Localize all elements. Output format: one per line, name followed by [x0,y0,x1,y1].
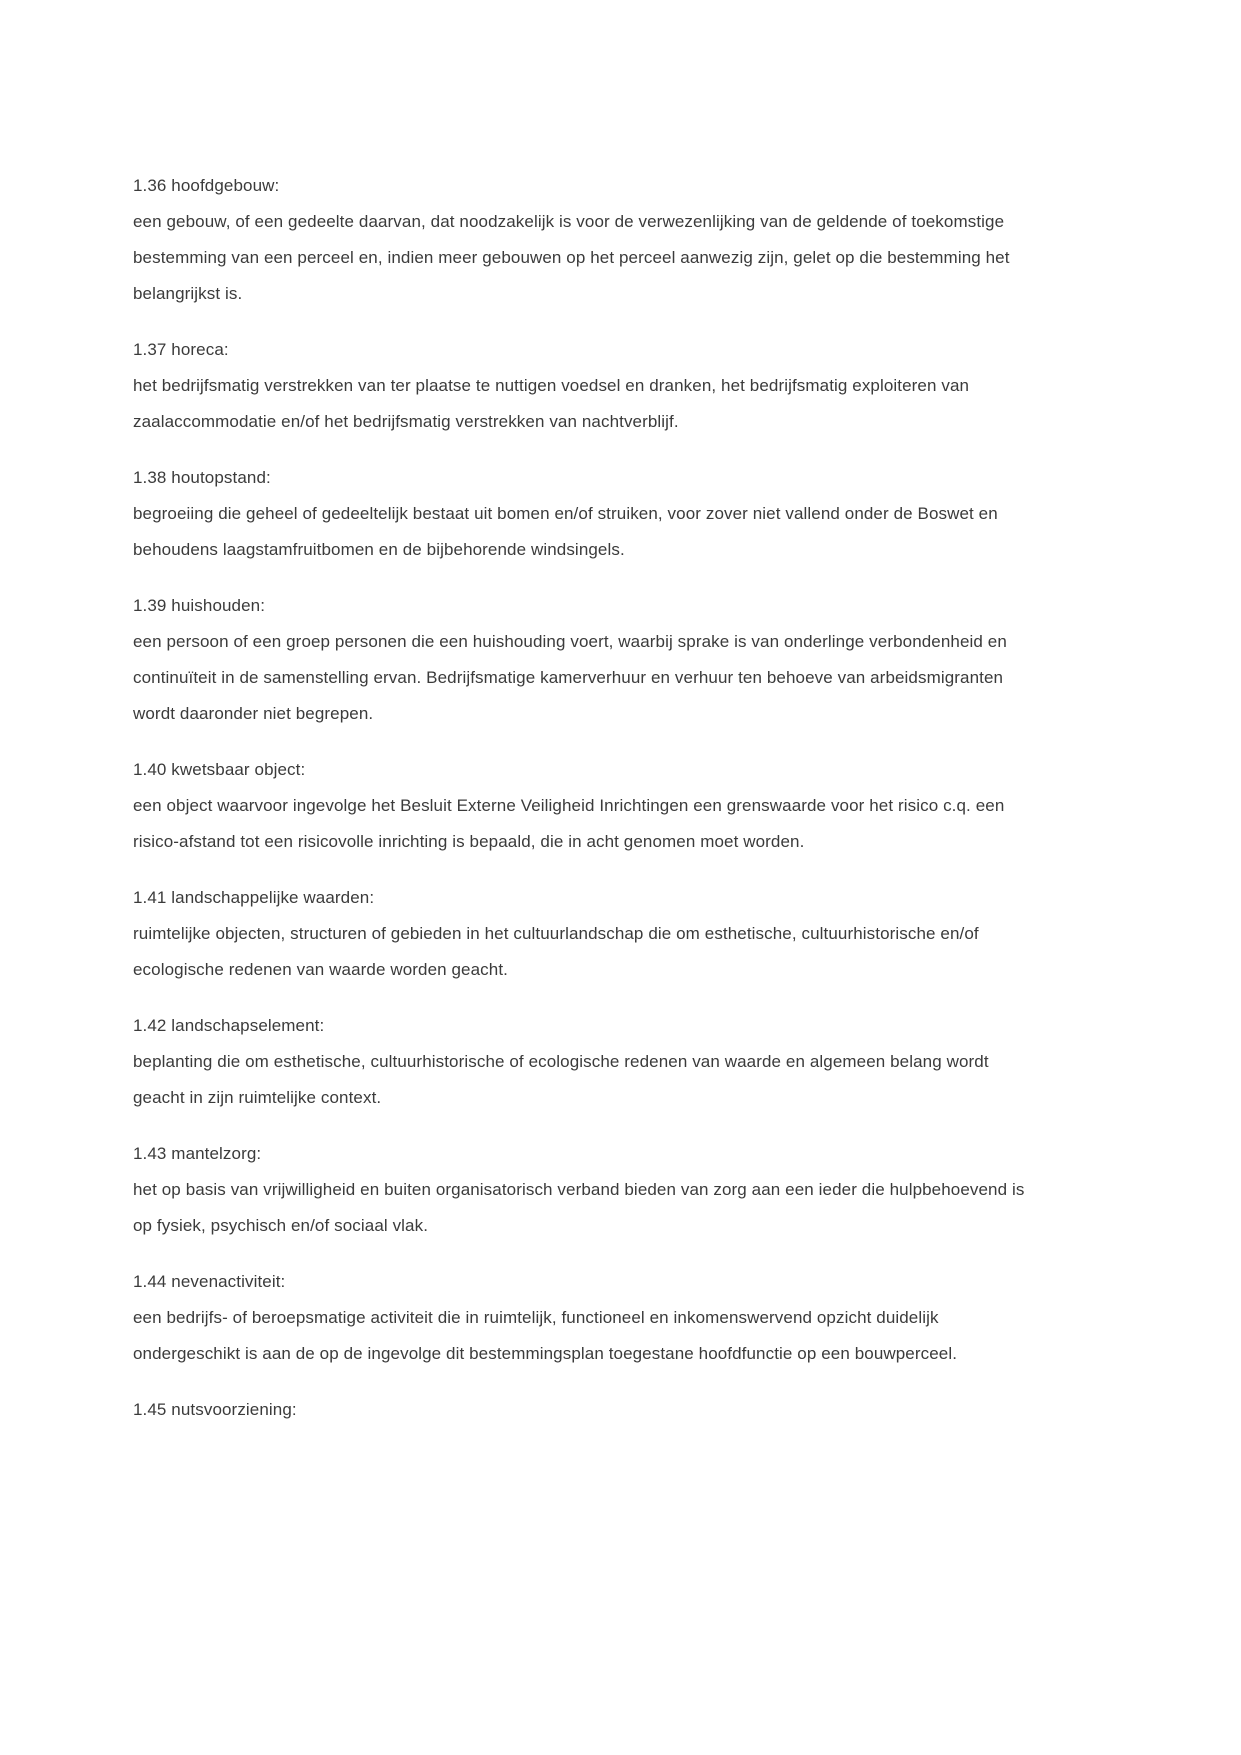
definition-term: 1.37 horeca: [133,340,229,359]
definition-body: het bedrijfsmatig verstrekken van ter plaatse te nuttigen voedsel en dranken, het bedrijfsmatig exploiteren van zaalaccommodatie en/of het bedrijfsmatig verstrekken van nachtverblijf. [133,376,970,431]
definition-term: 1.42 landschapselement: [133,1016,325,1035]
definition-body: een object waarvoor ingevolge het Besluit Externe Veiligheid Inrichtingen een grenswaarde voor het risico c.q. een risico-afstand tot een risicovolle inrichting is bepaald, die in acht genomen moet worden. [133,796,1005,851]
definition-term: 1.45 nutsvoorziening: [133,1400,297,1419]
definition-item [133,588,1045,732]
definition-term: 1.39 huishouden: [133,596,266,615]
definition-item [133,1264,1045,1372]
definition-term: 1.41 landschappelijke waarden: [133,888,375,907]
definition-body: begroeiing die geheel of gedeeltelijk bestaat uit bomen en/of struiken, voor zover niet vallend onder de Boswet en behoudens laagstamfruitbomen en de bijbehorende windsingels. [133,504,998,559]
definitions-list [133,168,1045,1428]
definition-item [133,332,1045,440]
definition-item [133,1136,1045,1244]
definition-body: ruimtelijke objecten, structuren of gebieden in het cultuurlandschap die om esthetische, cultuurhistorische en/of ecologische redenen van waarde worden geacht. [133,924,979,979]
definition-body: beplanting die om esthetische, cultuurhistorische of ecologische redenen van waarde en algemeen belang wordt geacht in zijn ruimtelijke context. [133,1052,989,1107]
definition-term: 1.36 hoofdgebouw: [133,176,280,195]
definition-item [133,752,1045,860]
definition-item [133,1008,1045,1116]
definition-body: een persoon of een groep personen die een huishouding voert, waarbij sprake is van onderlinge verbondenheid en continuïteit in de samenstelling ervan. Bedrijfsmatige kamerverhuur en verhuur ten behoeve van arbeidsmigranten wordt daaronder niet begrepen. [133,632,1007,723]
definition-body: een gebouw, of een gedeelte daarvan, dat noodzakelijk is voor de verwezenlijking van de geldende of toekomstige bestemming van een perceel en, indien meer gebouwen op het perceel aanwezig zijn, gelet op die bestemming het belangrijkst is. [133,212,1010,303]
definition-item [133,168,1045,312]
definition-term: 1.38 houtopstand: [133,468,271,487]
definition-term: 1.44 nevenactiviteit: [133,1272,286,1291]
definition-item [133,460,1045,568]
definition-body: een bedrijfs- of beroepsmatige activiteit die in ruimtelijk, functioneel en inkomenswervend opzicht duidelijk ondergeschikt is aan de op de ingevolge dit bestemmingsplan toegestane hoofdfunctie op een bouwperceel. [133,1308,958,1363]
definition-term: 1.40 kwetsbaar object: [133,760,306,779]
definition-item [133,1392,1045,1428]
definition-body: het op basis van vrijwilligheid en buiten organisatorisch verband bieden van zorg aan een ieder die hulpbehoevend is op fysiek, psychisch en/of sociaal vlak. [133,1180,1025,1235]
definition-term: 1.43 mantelzorg: [133,1144,262,1163]
definition-item [133,880,1045,988]
